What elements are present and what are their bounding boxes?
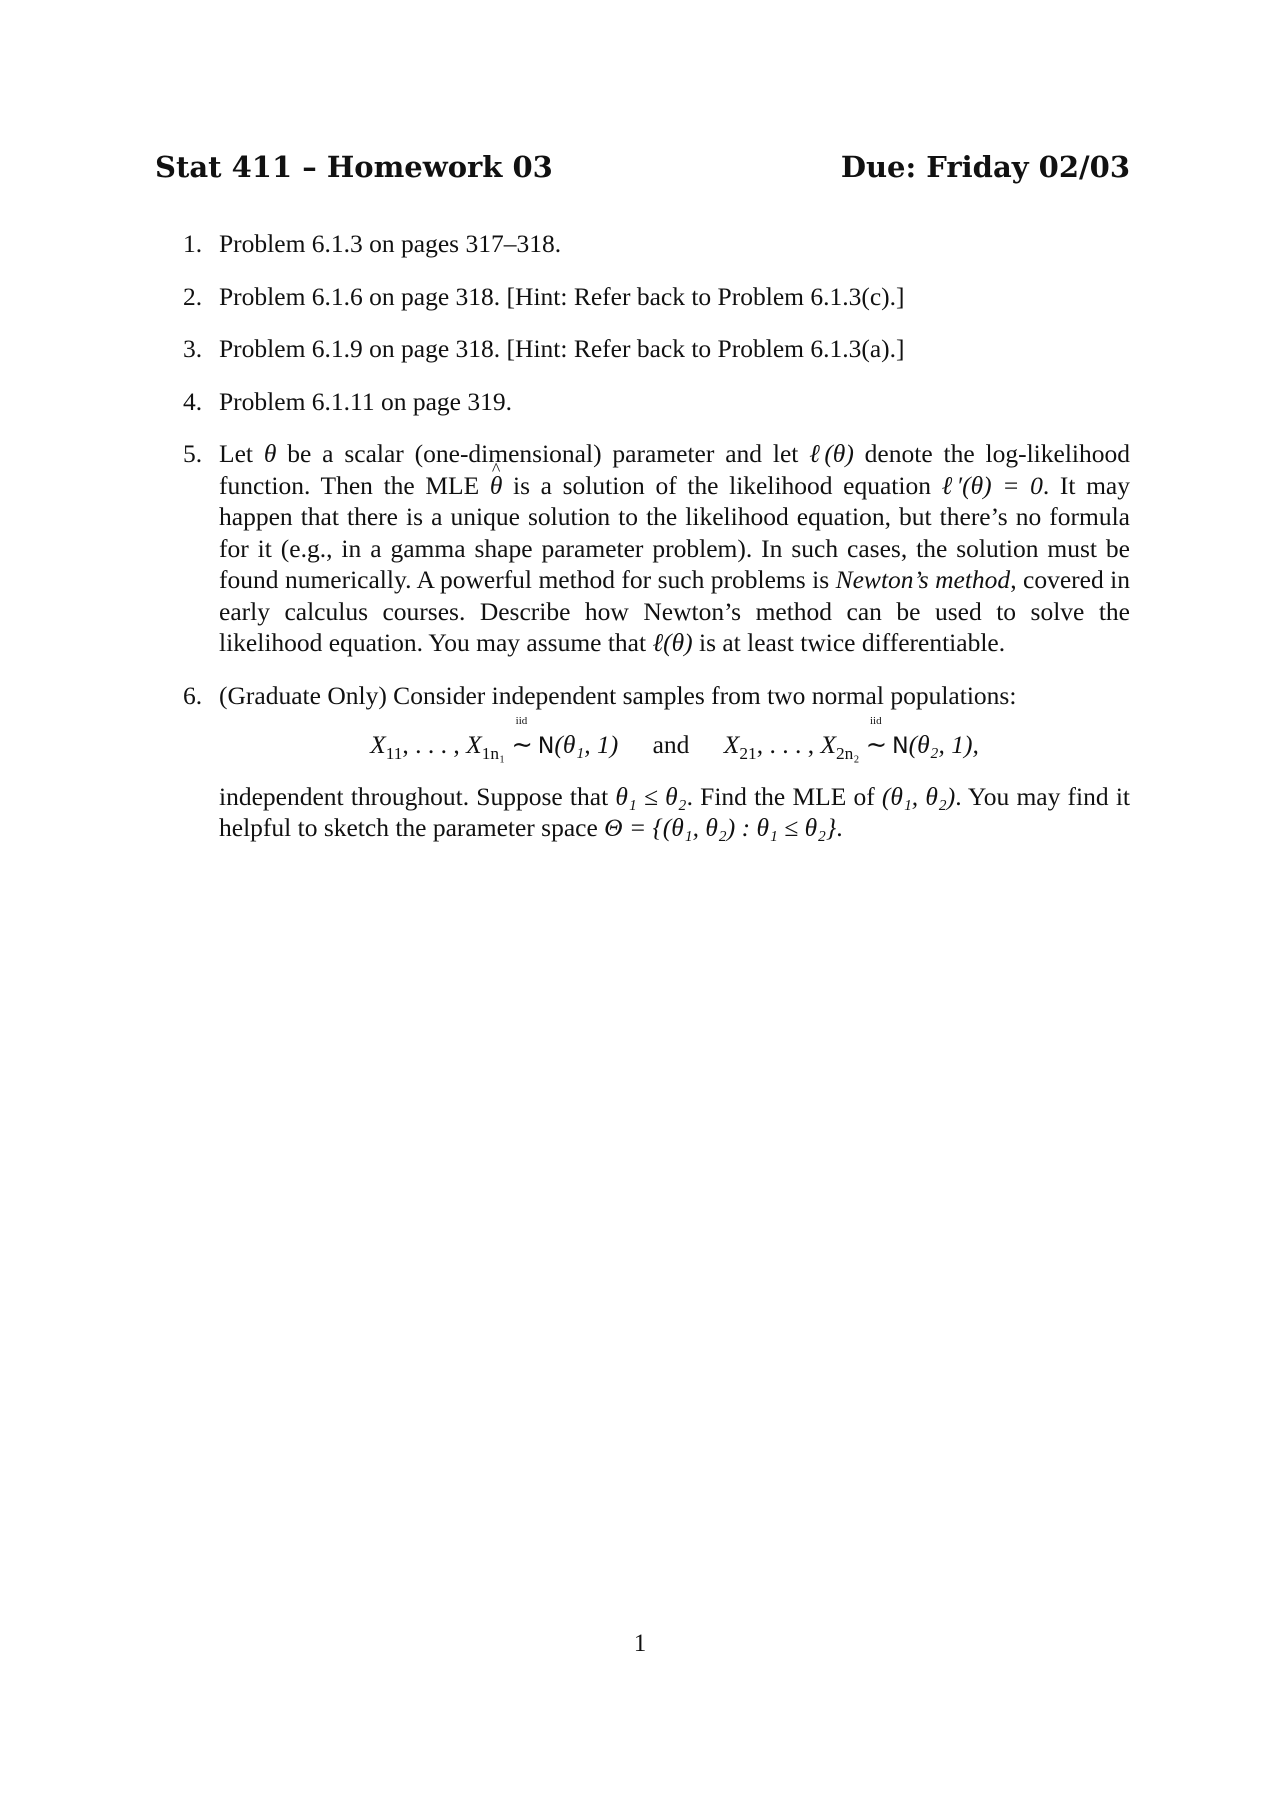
math-parameter-pair: (θ₁, θ₂)	[881, 781, 956, 811]
problem-text: Problem 6.1.3 on pages 317–318.	[219, 229, 562, 258]
course-title: Stat 411 – Homework 03	[155, 150, 553, 184]
normal-dist-symbol: N	[892, 734, 909, 759]
text-segment: . Find the MLE of	[686, 781, 882, 811]
text-segment: . It may happen that there is a unique solution to the likelihood equation, but there’s no formula for it (e.g., in a gamma shape parameter problem). In such cases, the solution must be found numerically. A powerful method for such problems is	[219, 470, 1130, 594]
math-constraint: θ₁ ≤ θ₂	[615, 781, 687, 811]
math-subscript: 21	[739, 744, 757, 764]
math-subscript: 1n₁	[481, 744, 506, 764]
problem-item-4	[155, 386, 1130, 418]
math-symbol: X	[723, 730, 740, 759]
text-segment: is a solution of the likelihood equation	[502, 470, 942, 500]
math-args: (θ₂, 1),	[908, 730, 979, 759]
text-segment: be a scalar (one-dimensional) parameter and let	[276, 439, 810, 468]
iid-tilde	[511, 715, 533, 761]
tilde: ∼	[865, 730, 888, 759]
math-likelihood-equation: ℓ′(θ) = 0	[941, 470, 1043, 500]
text-segment: , covered in early calculus courses. Describe how Newton’s method can be used to solve the likelihood equation. You may assume that	[219, 565, 1130, 657]
problem-number: 1.	[183, 229, 203, 258]
text-segment: . You may find it helpful to sketch the parameter space	[219, 781, 1130, 842]
problem-number: 3.	[183, 334, 203, 363]
problem-intro: (Graduate Only) Consider independent samples from two normal populations:	[219, 680, 1017, 710]
math-subscript: 2n₂	[836, 744, 860, 764]
problem-text: Problem 6.1.6 on page 318. [Hint: Refer back to Problem 6.1.3(c).]	[219, 281, 905, 311]
math-theta-hat: ^ θ	[490, 470, 503, 502]
problem-text	[219, 438, 1130, 659]
problem-item-6	[155, 680, 1130, 844]
tilde: ∼	[511, 730, 533, 759]
math-symbol: X	[820, 730, 837, 759]
iid-tilde	[865, 715, 888, 761]
math-log-likelihood: ℓ(θ)	[809, 439, 854, 468]
text-segment: is at least twice differentiable.	[692, 628, 1006, 657]
problem-number: 4.	[183, 386, 203, 416]
newton-method-emphasis: Newton’s method	[835, 565, 1011, 594]
problem-number: 2.	[183, 281, 203, 311]
math-dots: , . . . ,	[756, 730, 821, 759]
problem-text: Problem 6.1.11 on page 319.	[219, 386, 512, 416]
iid-label: iid	[869, 715, 882, 727]
math-symbol: X	[370, 730, 386, 759]
text-segment: independent throughout. Suppose that	[219, 781, 616, 811]
math-args: (θ₁, 1)	[554, 730, 619, 759]
and-word: and	[652, 730, 690, 759]
math-symbol: X	[466, 730, 482, 759]
problem-text: Problem 6.1.9 on page 318. [Hint: Refer back to Problem 6.1.3(a).]	[219, 334, 905, 363]
math-log-likelihood: ℓ(θ)	[652, 628, 693, 657]
text-segment: Let	[219, 439, 264, 468]
header	[155, 150, 1130, 184]
math-parameter-space: Θ = {(θ₁, θ₂) : θ₁ ≤ θ₂}	[604, 813, 837, 842]
problem-item-2	[155, 281, 1130, 313]
problem-number: 6.	[183, 680, 203, 710]
problem-item-1	[155, 228, 1130, 260]
problem-item-5	[155, 438, 1130, 659]
math-dots: , . . . ,	[402, 730, 467, 759]
problem-item-3	[155, 333, 1130, 365]
page-number: 1	[633, 1630, 647, 1657]
iid-label: iid	[515, 715, 528, 727]
display-equation	[219, 715, 1130, 764]
text-segment: .	[836, 813, 843, 842]
math-theta: θ	[263, 439, 277, 468]
problem-number: 5.	[183, 439, 203, 468]
problem-list	[155, 228, 1130, 865]
normal-dist-symbol: N	[537, 734, 555, 759]
text-segment: denote the log-likelihood function. Then the MLE	[219, 439, 1130, 500]
problem-conclusion	[219, 781, 1130, 844]
math-subscript: 11	[385, 744, 403, 764]
due-date: Due: Friday 02/03	[840, 150, 1130, 184]
